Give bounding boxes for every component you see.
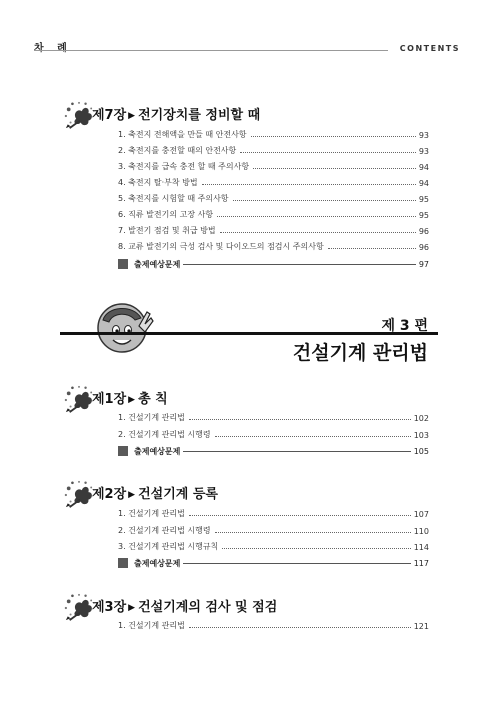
toc-item[interactable]: 3. 건설기계 관리법 시행규칙 114 bbox=[118, 542, 429, 552]
square-icon bbox=[118, 558, 128, 568]
part-title: 건설기계 관리법 bbox=[292, 342, 428, 364]
square-icon bbox=[118, 259, 128, 269]
arrow-icon: ▶ bbox=[128, 395, 136, 405]
toc-item[interactable]: 2. 건설기계 관리법 시행령 110 bbox=[118, 526, 429, 536]
toc-item[interactable]: 5. 축전지를 시험할 때 주의사항 95 bbox=[118, 194, 429, 204]
part-divider bbox=[60, 332, 438, 335]
arrow-icon: ▶ bbox=[128, 111, 136, 121]
arrow-icon: ▶ bbox=[128, 490, 136, 500]
toc-item[interactable]: 8. 교류 발전기의 극성 검사 및 다이오드의 점검시 주의사항 96 bbox=[118, 242, 429, 252]
toc-item[interactable]: 4. 축전지 탈·부착 방법 94 bbox=[118, 178, 429, 188]
chapter-subtitle: 총 칙 bbox=[138, 392, 168, 407]
splash-icon bbox=[62, 100, 96, 130]
toc-item[interactable]: 1. 건설기계 관리법 102 bbox=[118, 413, 429, 423]
chapter-number: 제7장 bbox=[92, 108, 127, 123]
splash-icon bbox=[62, 592, 96, 622]
arrow-icon: ▶ bbox=[128, 603, 136, 613]
toc-item[interactable]: 2. 건설기계 관리법 시행령 103 bbox=[118, 430, 429, 440]
toc-item[interactable]: 2. 축전지를 충전할 때의 안전사항 93 bbox=[118, 146, 429, 156]
splash-icon bbox=[62, 384, 96, 414]
header-left: 차 례 bbox=[34, 43, 72, 54]
toc-item[interactable]: 1. 축전지 전해액을 만들 때 안전사항 93 bbox=[118, 130, 429, 140]
chapter-subtitle: 건설기계의 검사 및 점검 bbox=[138, 600, 278, 615]
toc-item[interactable]: 3. 축전지를 급속 충전 할 때 주의사항 94 bbox=[118, 162, 429, 172]
header-right: CONTENTS bbox=[399, 44, 460, 53]
toc-item[interactable]: 7. 발전기 점검 및 취급 방법 96 bbox=[118, 226, 429, 236]
mascot-icon bbox=[95, 298, 155, 356]
square-icon bbox=[118, 446, 128, 456]
chapter-number: 제3장 bbox=[92, 600, 127, 615]
toc-item[interactable]: 1. 건설기계 관리법 107 bbox=[118, 509, 429, 519]
exam-item[interactable]: 출제예상문제 117 bbox=[118, 556, 429, 570]
part-number: 제 3 편 bbox=[381, 318, 428, 334]
toc-item[interactable]: 1. 건설기계 관리법 121 bbox=[118, 621, 429, 631]
splash-icon bbox=[62, 479, 96, 509]
toc-item[interactable]: 6. 직류 발전기의 고장 사항 95 bbox=[118, 210, 429, 220]
chapter-number: 제1장 bbox=[92, 392, 127, 407]
chapter-number: 제2장 bbox=[92, 487, 127, 502]
exam-item[interactable]: 출제예상문제 97 bbox=[118, 257, 429, 271]
exam-item[interactable]: 출제예상문제 105 bbox=[118, 444, 429, 458]
chapter-subtitle: 건설기계 등록 bbox=[138, 487, 218, 502]
header-line bbox=[34, 50, 388, 51]
chapter-subtitle: 전기장치를 정비할 때 bbox=[138, 108, 261, 123]
